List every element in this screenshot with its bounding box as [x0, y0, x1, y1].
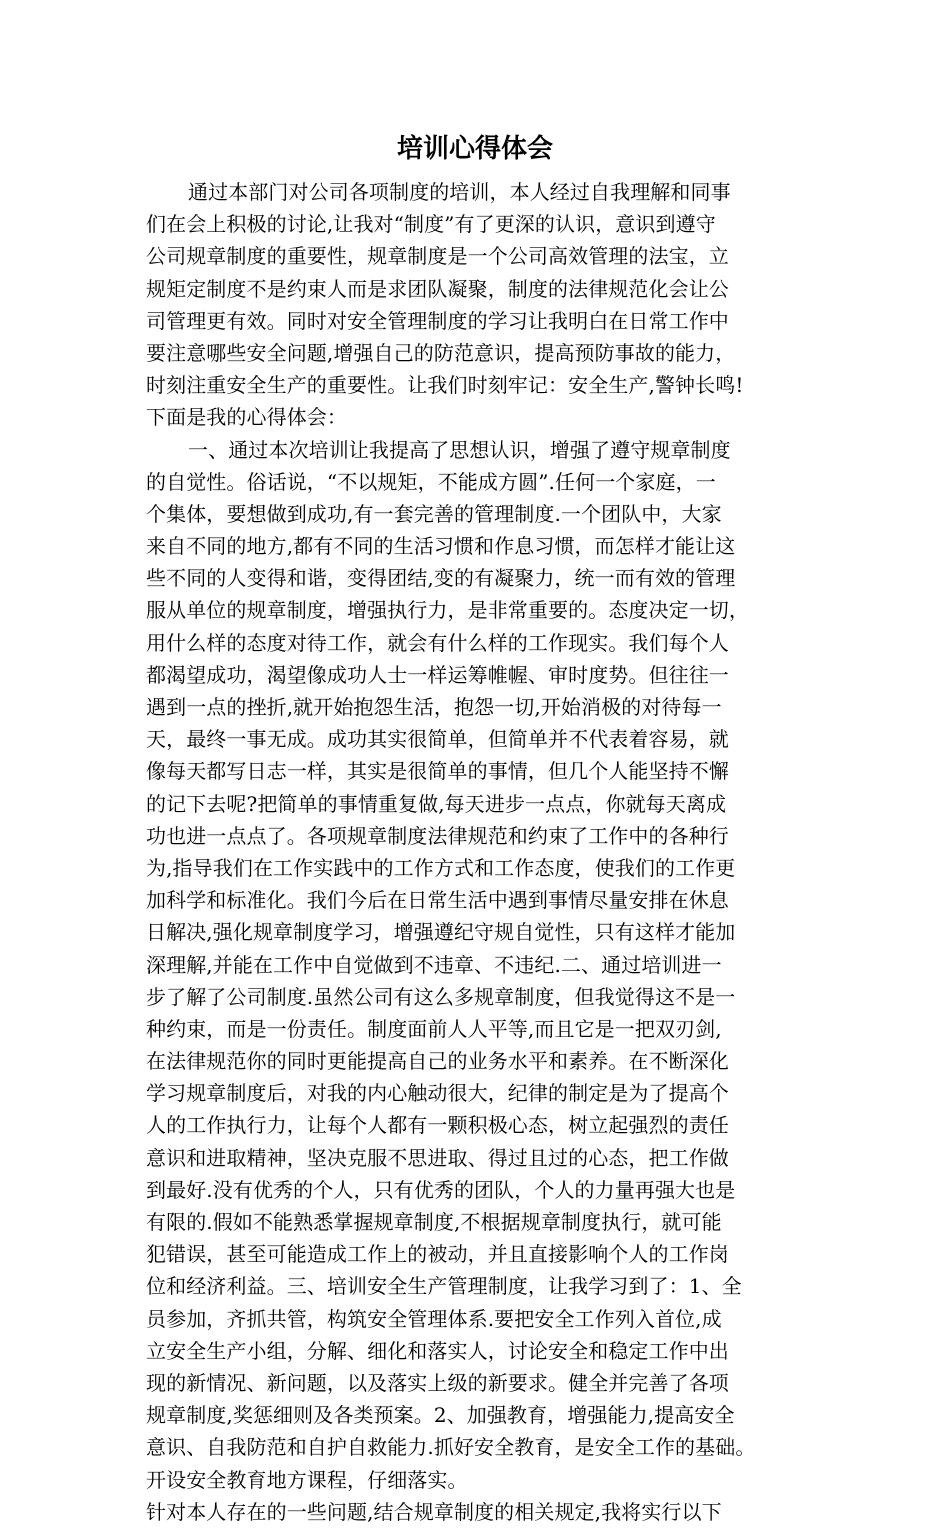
paragraph-line: 公司规章制度的重要性，规章制度是一个公司高效管理的法宝，立 [146, 244, 729, 269]
paragraph-line: 学习规章制度后，对我的内心触动很大，纪律的制定是为了提高个 [146, 1081, 729, 1106]
paragraph-line: 立安全生产小组，分解、细化和落实人，讨论安全和稳定工作中出 [146, 1338, 729, 1363]
paragraph-line: 规章制度,奖惩细则及各类预案。2、加强教育，增强能力,提高安全 [146, 1403, 735, 1428]
paragraph-line: 个集体，要想做到成功,有一套完善的管理制度.一个团队中，大家 [146, 501, 722, 526]
paragraph-line: 通过本部门对公司各项制度的培训，本人经过自我理解和同事 [188, 180, 731, 204]
paragraph-line: 犯错误，甚至可能造成工作上的被动，并且直接影响个人的工作岗 [146, 1242, 729, 1267]
paragraph-line: 一、通过本次培训让我提高了思想认识，增强了遵守规章制度 [188, 437, 731, 462]
paragraph-line: 天，最终一事无成。成功其实很简单，但简单并不代表着容易，就 [146, 727, 729, 752]
paragraph-line: 要注意哪些安全问题,增强自己的防范意识，提高预防事故的能力， [146, 340, 736, 365]
paragraph-line: 为,指导我们在工作实践中的工作方式和工作态度，使我们的工作更 [146, 855, 736, 880]
paragraph-line: 的自觉性。俗话说，“不以规矩，不能成方圆”.任何一个家庭，一 [146, 469, 716, 494]
paragraph-line: 人的工作执行力，让每个人都有一颗积极心态，树立起强烈的责任 [146, 1113, 729, 1138]
paragraph-line: 的记下去呢?把简单的事情重复做,每天进步一点点，你就每天离成 [146, 791, 727, 816]
paragraph-line: 功也进一点点了。各项规章制度法律规范和约束了工作中的各种行 [146, 823, 729, 848]
paragraph-line: 位和经济利益。三、培训安全生产管理制度，让我学习到了：1、全 [146, 1274, 742, 1299]
document-body [146, 176, 826, 1528]
paragraph-line: 深理解,并能在工作中自觉做到不违章、不违纪.二、通过培训进一 [146, 952, 722, 977]
paragraph-line: 遇到一点的挫折,就开始抱怨生活，抱怨一切,开始消极的对待每一 [146, 695, 722, 719]
paragraph-line: 有限的.假如不能熟悉掌握规章制度,不根据规章制度执行，就可能 [146, 1210, 722, 1234]
document-title: 培训心得体会 [396, 134, 553, 164]
paragraph-line: 们在会上积极的讨论,让我对“制度”有了更深的认识，意识到遵守 [146, 212, 716, 237]
paragraph-line: 像每天都写日志一样，其实是很简单的事情，但几个人能坚持不懈 [146, 759, 729, 784]
paragraph-line: 意识、自我防范和自护自救能力.抓好安全教育，是安全工作的基础。 [146, 1435, 756, 1460]
paragraph-line: 规矩定制度不是约束人而是求团队凝聚，制度的法律规范化会让公 [146, 276, 729, 301]
paragraph-line: 针对本人存在的一些问题,结合规章制度的相关规定,我将实行以下 [146, 1499, 722, 1524]
paragraph-line: 都渴望成功，渴望像成功人士一样运筹帷幄、审时度势。但往往一 [146, 662, 729, 687]
paragraph-line: 意识和进取精神，坚决克服不思进取、得过且过的心态，把工作做 [146, 1145, 729, 1170]
paragraph-line: 开设安全教育地方课程，仔细落实。 [146, 1467, 468, 1492]
paragraph-line: 种约束，而是一份责任。制度面前人人平等,而且它是一把双刃剑, [146, 1016, 722, 1041]
paragraph-line: 服从单位的规章制度，增强执行力，是非常重要的。态度决定一切， [146, 598, 749, 623]
paragraph-line: 来自不同的地方,都有不同的生活习惯和作息习惯，而怎样才能让这 [146, 534, 736, 559]
paragraph-line: 在法律规范你的同时更能提高自己的业务水平和素养。在不断深化 [146, 1049, 729, 1074]
paragraph-line: 步了解了公司制度.虽然公司有这么多规章制度，但我觉得这不是一 [146, 984, 736, 1009]
paragraph-line: 加科学和标准化。我们今后在日常生活中遇到事情尽量安排在休息 [146, 888, 729, 913]
paragraph-line: 日解决,强化规章制度学习，增强遵纪守规自觉性，只有这样才能加 [146, 920, 736, 945]
paragraph-line: 员参加，齐抓共管，构筑安全管理体系.要把安全工作列入首位,成 [146, 1306, 722, 1331]
paragraph-line: 下面是我的心得体会： [146, 405, 347, 430]
paragraph-line: 司管理更有效。同时对安全管理制度的学习让我明白在日常工作中 [146, 308, 729, 333]
paragraph-line: 到最好.没有优秀的个人，只有优秀的团队，个人的力量再强大也是 [146, 1177, 736, 1202]
paragraph-line: 时刻注重安全生产的重要性。让我们时刻牢记：安全生产,警钟长鸣! [146, 373, 744, 398]
paragraph-line: 些不同的人变得和谐，变得团结,变的有凝聚力，统一而有效的管理 [146, 566, 736, 591]
paragraph-line: 现的新情况、新问题，以及落实上级的新要求。健全并完善了各项 [146, 1370, 729, 1395]
paragraph-line: 用什么样的态度对待工作，就会有什么样的工作现实。我们每个人 [146, 630, 729, 655]
